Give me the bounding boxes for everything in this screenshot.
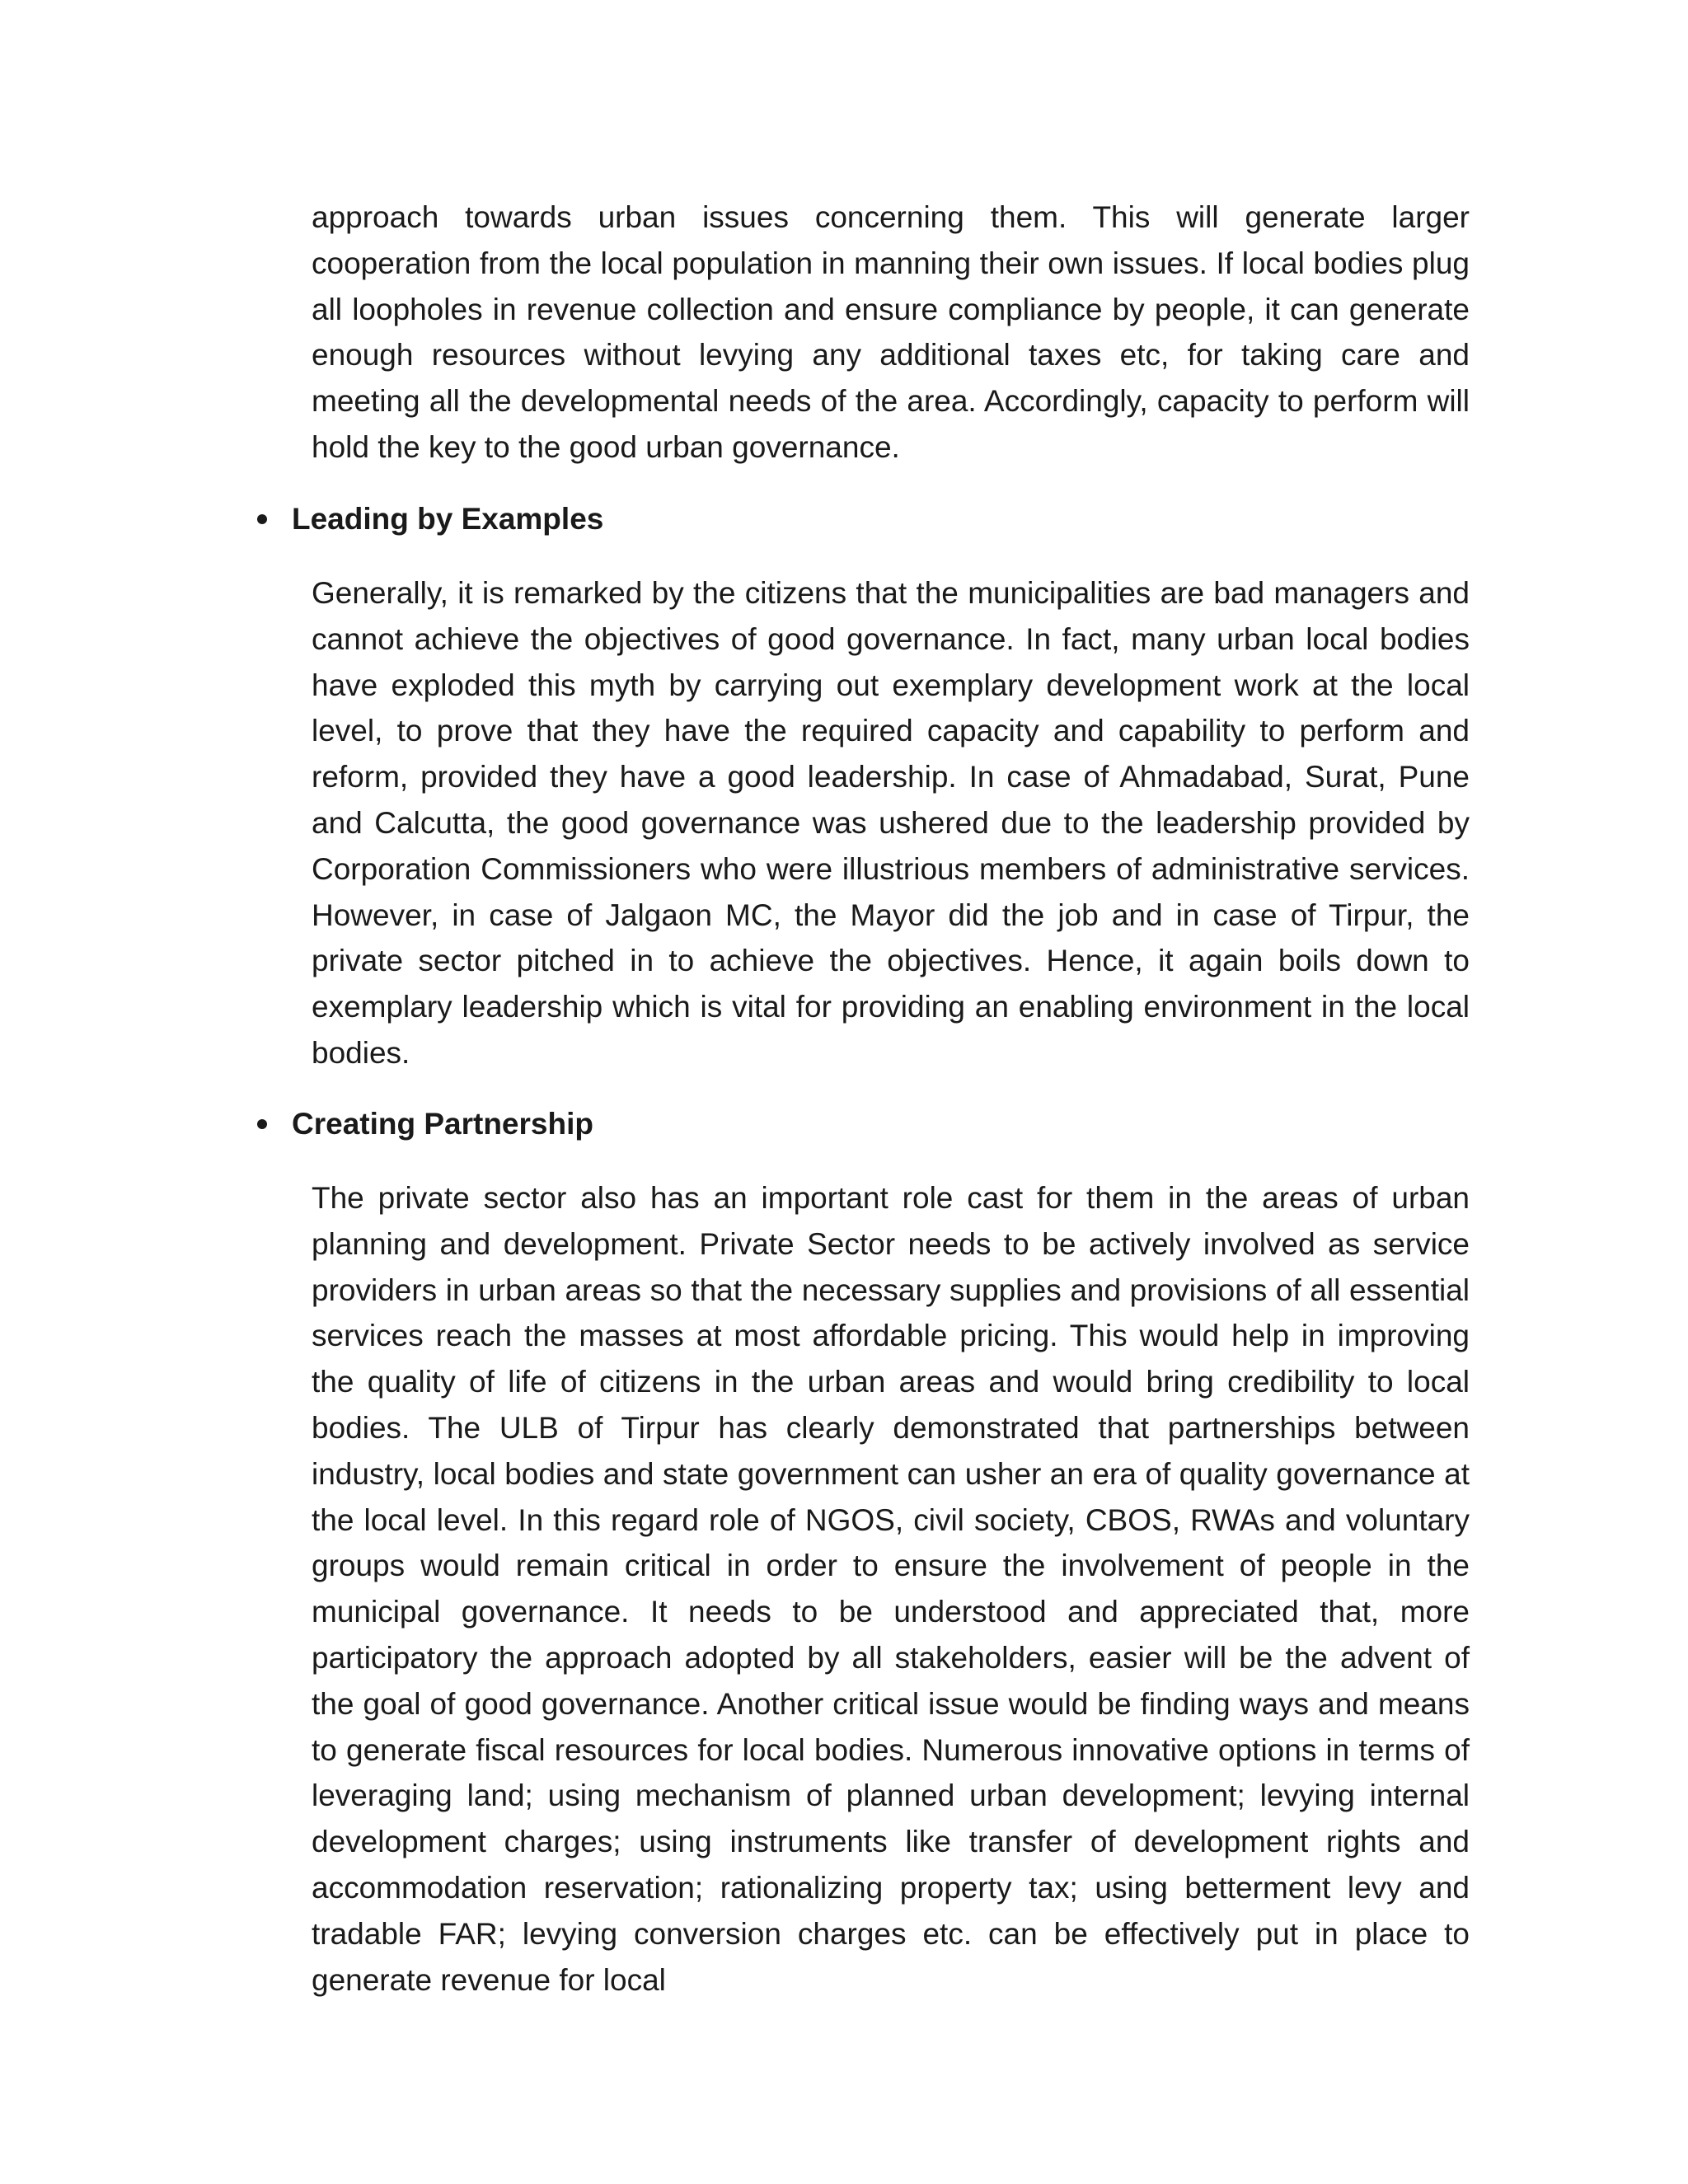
- leading-paragraph: Generally, it is remarked by the citizens that the municipalities are bad managers and cannot achieve the objectives of good governance. In fact, many urban local bodies have exploded this myth by carrying out exemplary development work at the local level, to prove that they have the required capacity and capability to perform and reform, provided they have a good leadership. In case of Ahmadabad, Surat, Pune and Calcutta, the good governance was ushered due to the leadership provided by Corporation Commissioners who were illustrious members of administrative services. However, in case of Jalgaon MC, the Mayor did the job and in case of Tirpur, the private sector pitched in to achieve the objectives. Hence, it again boils down to exemplary leadership which is vital for providing an enabling environment in the local bodies.: [312, 576, 1470, 1070]
- heading-creating-partnership: [257, 1101, 593, 1147]
- partnership-paragraph-block: [312, 1175, 1470, 2003]
- heading-leading-by-examples: [257, 496, 603, 542]
- bullet-icon: [257, 514, 267, 524]
- intro-paragraph-block: [312, 194, 1470, 471]
- partnership-paragraph: The private sector also has an important role cast for them in the areas of urban planning and development. Private Sector needs to be actively involved as service providers in urban areas so that the necessary supplies and provisions of all essential services reach the masses at most affordable pricing. This would help in improving the quality of life of citizens in the urban areas and would bring credibility to local bodies. The ULB of Tirpur has clearly demonstrated that partnerships between industry, local bodies and state government can usher an era of quality governance at the local level. In this regard role of NGOS, civil society, CBOS, RWAs and voluntary groups would remain critical in order to ensure the involvement of people in the municipal governance. It needs to be understood and appreciated that, more participatory the approach adopted by all stakeholders, easier will be the advent of the goal of good governance. Another critical issue would be finding ways and means to generate fiscal resources for local bodies. Numerous innovative options in terms of leveraging land; using mechanism of planned urban development; levying internal development charges; using instruments like transfer of development rights and accommodation reservation; rationalizing property tax; using betterment levy and tradable FAR; levying conversion charges etc. can be effectively put in place to generate revenue for local: [312, 1181, 1470, 1997]
- intro-paragraph: approach towards urban issues concerning them. This will generate larger cooperation from the local population in manning their own issues. If local bodies plug all loopholes in revenue collection and ensure compliance by people, it can generate enough resources without levying any additional taxes etc, for taking care and meeting all the developmental needs of the area. Accordingly, capacity to perform will hold the key to the good urban governance.: [312, 200, 1470, 464]
- leading-paragraph-block: [312, 570, 1470, 1076]
- heading-text: Leading by Examples: [292, 502, 604, 536]
- heading-text: Creating Partnership: [292, 1107, 593, 1141]
- bullet-icon: [257, 1119, 267, 1129]
